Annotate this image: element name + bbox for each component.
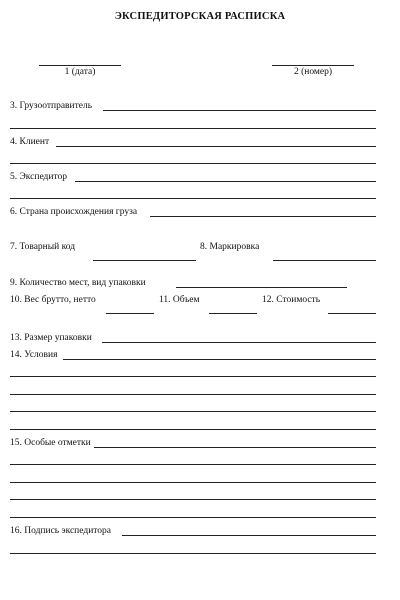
conditions-extra-line[interactable] — [10, 429, 376, 430]
special-notes-input-line[interactable] — [94, 447, 376, 448]
number-label: 2 (номер) — [293, 67, 333, 77]
forwarder-label: 5. Экспедитор — [10, 172, 67, 182]
packages-label: 9. Количество мест, вид упаковки — [10, 278, 146, 288]
package-size-label: 13. Размер упаковки — [10, 333, 92, 343]
forwarder-extra-line[interactable] — [10, 198, 376, 199]
signature-input-line[interactable] — [122, 535, 376, 536]
special-notes-extra-line[interactable] — [10, 464, 376, 465]
forwarder-input-line[interactable] — [75, 181, 376, 182]
shipper-input-line[interactable] — [103, 110, 376, 111]
marking-input-line[interactable] — [273, 260, 376, 261]
number-input-line[interactable] — [272, 65, 354, 66]
weight-input-line[interactable] — [106, 313, 154, 314]
marking-label: 8. Маркировка — [200, 242, 260, 252]
shipper-label: 3. Грузоотправитель — [10, 101, 93, 111]
conditions-label: 14. Условия — [10, 350, 58, 360]
signature-extra-line[interactable] — [10, 553, 376, 554]
document-title: ЭКСПЕДИТОРСКАЯ РАСПИСКА — [114, 11, 286, 22]
shipper-extra-line[interactable] — [10, 128, 376, 129]
origin-country-label: 6. Страна происхождения груза — [10, 207, 138, 217]
package-size-input-line[interactable] — [102, 342, 376, 343]
volume-input-line[interactable] — [209, 313, 257, 314]
date-label: 1 (дата) — [64, 67, 96, 77]
cost-label: 12. Стоимость — [262, 295, 321, 305]
special-notes-extra-line[interactable] — [10, 517, 376, 518]
product-code-input-line[interactable] — [93, 260, 196, 261]
volume-label: 11. Объем — [159, 295, 200, 305]
conditions-extra-line[interactable] — [10, 376, 376, 377]
signature-label: 16. Подпись экспедитора — [10, 526, 112, 536]
special-notes-extra-line[interactable] — [10, 482, 376, 483]
packages-input-line[interactable] — [176, 287, 347, 288]
conditions-extra-line[interactable] — [10, 411, 376, 412]
client-extra-line[interactable] — [10, 163, 376, 164]
product-code-label: 7. Товарный код — [10, 242, 76, 252]
client-label: 4. Клиент — [10, 137, 50, 147]
special-notes-label: 15. Особые отметки — [10, 438, 91, 448]
cost-input-line[interactable] — [328, 313, 376, 314]
client-input-line[interactable] — [56, 146, 376, 147]
origin-country-input-line[interactable] — [150, 216, 376, 217]
date-input-line[interactable] — [39, 65, 121, 66]
conditions-input-line[interactable] — [63, 359, 376, 360]
special-notes-extra-line[interactable] — [10, 499, 376, 500]
weight-label: 10. Вес брутто, нетто — [10, 295, 96, 305]
conditions-extra-line[interactable] — [10, 394, 376, 395]
